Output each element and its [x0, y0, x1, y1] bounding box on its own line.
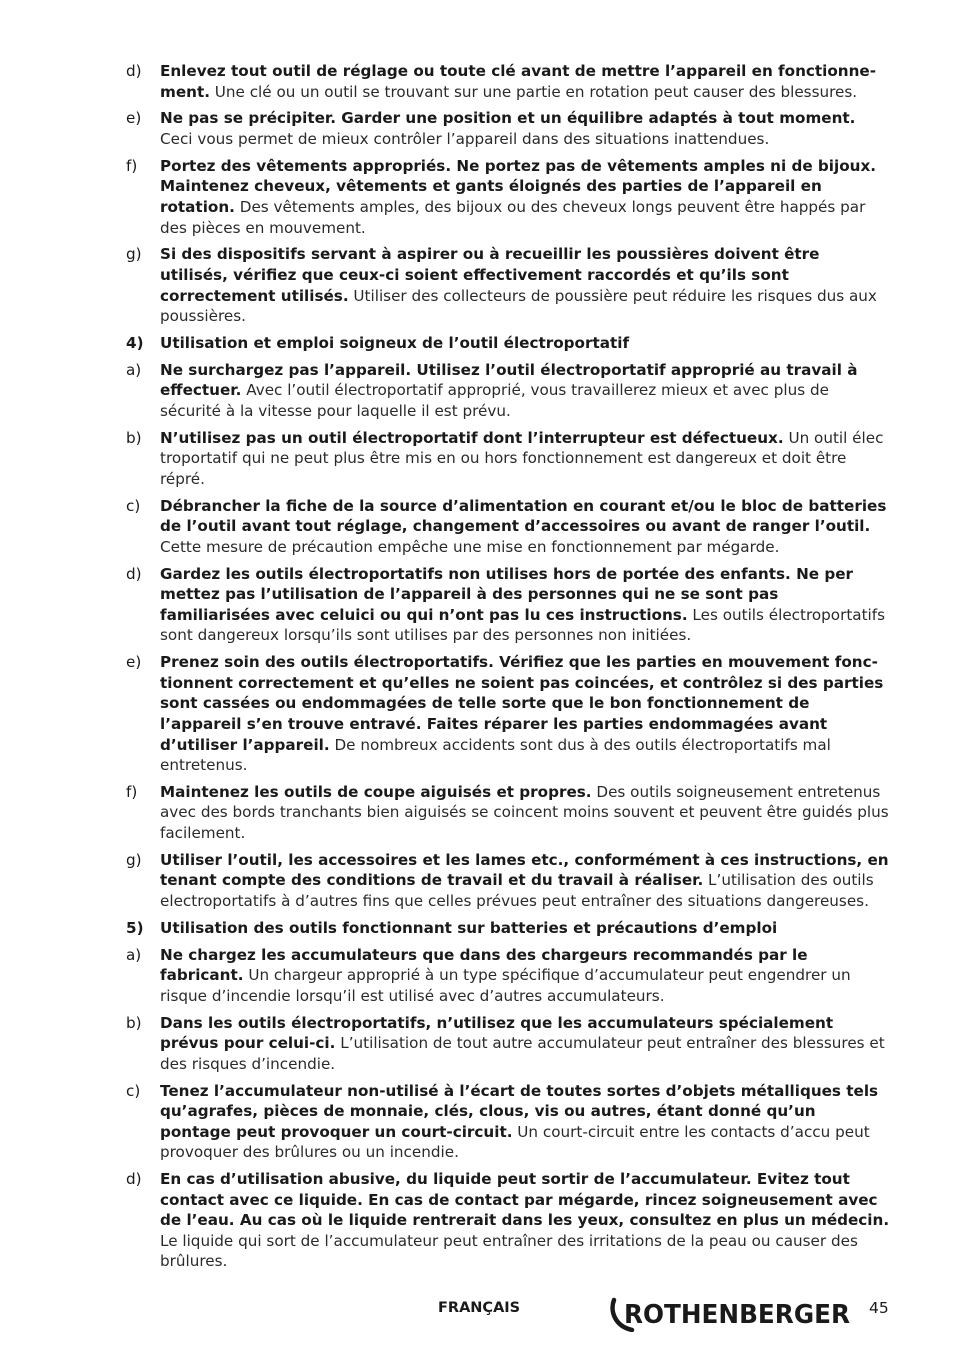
item-text: [160, 918, 890, 939]
item-marker: d): [126, 564, 142, 583]
list-item: [126, 564, 890, 646]
rothenberger-logo-icon: [608, 1296, 860, 1332]
item-bold-text: Maintenez les outils de coupe aiguisés et propres.: [160, 782, 592, 801]
item-text: [160, 496, 890, 558]
item-marker: f): [126, 782, 138, 801]
item-text: [160, 564, 890, 646]
page-footer: [0, 1296, 954, 1336]
item-bold-text: Utiliser l’outil, les accessoires et les lames etc., conformément à ces instructions, en tenant compte des conditions de travail et du travail à réaliser.: [160, 850, 889, 890]
section-heading: [126, 333, 890, 354]
item-normal-text: Un chargeur approprié à un type spécifique d’accumulateur peut engendrer un risque d’incendie lorsqu’il est utilisé avec d’autres accumulateurs.: [160, 966, 851, 1005]
item-marker: e): [126, 653, 142, 672]
item-text: [160, 1013, 890, 1075]
item-text: [160, 428, 890, 490]
item-text: [160, 156, 890, 238]
item-bold-text: Ne pas se précipiter. Garder une position et un équilibre adaptés à tout moment.: [160, 109, 856, 128]
item-bold-text: Dans les outils électroportatifs, n’utilisez que les accumulateurs spécialement prévus pour celui-ci.: [160, 1013, 834, 1053]
item-bold-text: Tenez l’accumulateur non-utilisé à l’écart de toutes sortes d’objets métalliques tels qu’agrafes, pièces de monnaie, clés, clous, vis ou autres, étant donné qu’un pontage peut provoquer un court-circuit.: [160, 1081, 879, 1141]
item-text: [160, 108, 890, 149]
item-bold-text: En cas d’utilisation abusive, du liquide peut sortir de l’accumulateur. Evitez tout contact avec ce liquide. En cas de contact par mégarde, rincez soigneusement avec de l’eau. Au cas où le liquide rentrerait dans les yeux, consultez en plus un médecin.: [160, 1170, 890, 1230]
item-marker: g): [126, 850, 142, 869]
item-marker: f): [126, 156, 138, 175]
brand-logo-text: ROTHENBERGER: [624, 1300, 850, 1330]
list-item: [126, 496, 890, 558]
item-bold-text: Débrancher la fiche de la source d’alimentation en courant et/ou le bloc de batteries de l’outil avant tout réglage, changement d’accessoires ou avant de ranger l’outil.: [160, 496, 887, 536]
item-marker: c): [126, 496, 141, 515]
list-item: [126, 945, 890, 1007]
item-marker: b): [126, 428, 142, 447]
item-normal-text: L’utilisation des outils electroportatifs à d’autres fins que celles prévues peut entraîner des situations dangereuses.: [160, 871, 874, 911]
list-item: [126, 1169, 890, 1272]
item-text: [160, 945, 890, 1007]
language-label: FRANÇAIS: [438, 1300, 521, 1316]
list-item: [126, 782, 890, 844]
item-bold-text: Prenez soin des outils électroportatifs. Vérifiez que les parties en mouvement fonctionnent correctement et qu’elles ne soient pas coincées, et contrôlez si des parties sont cassées ou endommagées de telle sorte que le bon fonctionnement de l’appareil s’en trouve entravé. Faites réparer les parties endommagées avant d’utiliser l’appareil.: [160, 653, 884, 754]
list-item: [126, 360, 890, 422]
item-marker: a): [126, 360, 142, 379]
list-item: [126, 244, 890, 326]
item-bold-text: Gardez les outils électroportatifs non utilises hors de portée des enfants. Ne per mettez pas l’utilisation de l’appareil à des personnes qui ne se sont pas familiarisées avec celuici ou qui n’ont pas lu ces instructions.: [160, 564, 854, 624]
item-normal-text: Une clé ou un outil se trouvant sur une partie en rotation peut causer des blessures.: [209, 82, 858, 101]
item-normal-text: Un court-circuit entre les contacts d’accu peut provoquer des brûlures ou un incendie.: [160, 1122, 870, 1162]
item-marker: e): [126, 109, 142, 128]
item-text: [160, 61, 890, 102]
instructions-list: [126, 61, 890, 1278]
list-item: [126, 428, 890, 490]
item-marker: d): [126, 1170, 142, 1189]
item-marker: a): [126, 945, 142, 964]
item-text: [160, 360, 890, 422]
item-normal-text: L’utilisation de tout autre accumulateur peut entraîner des blessures et des risques d’incendie.: [160, 1034, 885, 1073]
item-normal-text: Un outil élec troportatif qui ne peut plus être mis en ou hors fonctionnement est dangereux et doit être répré.: [160, 428, 884, 488]
item-normal-text: Avec l’outil électroportatif approprié, vous travaillerez mieux et avec plus de sécurité à la vitesse pour laquelle il est prévu.: [160, 381, 829, 420]
item-text: [160, 333, 890, 354]
section-heading: [126, 918, 890, 939]
item-bold-text: Si des dispositifs servant à aspirer ou à recueillir les poussières doivent être utilisés, vérifiez que ceux-ci soient effectivement raccordés et qu’ils sont correctement utilisés.: [160, 245, 820, 305]
item-marker: 5): [126, 918, 144, 937]
item-marker: 4): [126, 333, 144, 352]
item-bold-text: Portez des vêtements appropriés. Ne portez pas de vêtements amples ni de bijoux. Maintenez cheveux, vêtements et gants éloignés des parties de l’appareil en rotation.: [160, 156, 877, 216]
list-item: [126, 850, 890, 912]
item-text: [160, 782, 890, 844]
item-bold-text: Ne chargez les accumulateurs que dans des chargeurs recommandés par le fabricant.: [160, 945, 808, 985]
item-text: [160, 850, 890, 912]
item-bold-text: Utilisation et emploi soigneux de l’outil électroportatif: [160, 333, 630, 352]
item-marker: d): [126, 62, 142, 80]
item-text: [160, 1081, 890, 1163]
item-marker: g): [126, 245, 142, 264]
list-item: [126, 108, 890, 149]
list-item: [126, 652, 890, 776]
list-item: [126, 1081, 890, 1163]
brand-logo: [608, 1296, 860, 1332]
item-normal-text: Ceci vous permet de mieux contrôler l’appareil dans des situations inattendues.: [160, 129, 770, 148]
item-bold-text: N’utilisez pas un outil électroportatif dont l’interrupteur est défectueux.: [160, 428, 784, 447]
page-number: 45: [869, 1299, 889, 1317]
item-bold-text: Utilisation des outils fonctionnant sur batteries et précautions d’emploi: [160, 918, 778, 937]
item-normal-text: Les outils électroportatifs sont dangereux lorsqu’ils sont utilises par des personnes non initiées.: [160, 605, 886, 645]
list-item: [126, 61, 890, 102]
item-normal-text: Des outils soigneusement entretenus avec des bords tranchants bien aiguisés se coincent moins souvent et peuvent être guidés plus facilement.: [160, 782, 889, 843]
item-bold-text: Enlevez tout outil de réglage ou toute clé avant de mettre l’appareil en fonctionnement.: [160, 62, 877, 101]
list-item: [126, 1013, 890, 1075]
item-normal-text: Des vêtements amples, des bijoux ou des cheveux longs peuvent être happés par des pièces en mouvement.: [160, 197, 866, 237]
item-normal-text: Cette mesure de précaution empêche une mise en fonctionnement par mégarde.: [160, 537, 780, 556]
item-normal-text: Le liquide qui sort de l’accumulateur peut entraîner des irritations de la peau ou causer des brûlures.: [160, 1231, 858, 1271]
item-marker: c): [126, 1081, 141, 1100]
item-text: [160, 1169, 890, 1272]
item-normal-text: Utiliser des collecteurs de poussière peut réduire les risques dus aux poussières.: [160, 286, 877, 326]
item-text: [160, 652, 890, 776]
list-item: [126, 156, 890, 238]
item-bold-text: Ne surchargez pas l’appareil. Utilisez l’outil électroportatif approprié au travail à effectuer.: [160, 360, 858, 400]
item-text: [160, 244, 890, 326]
item-normal-text: De nombreux accidents sont dus à des outils électroportatifs mal entretenus.: [160, 735, 831, 775]
item-marker: b): [126, 1013, 142, 1032]
